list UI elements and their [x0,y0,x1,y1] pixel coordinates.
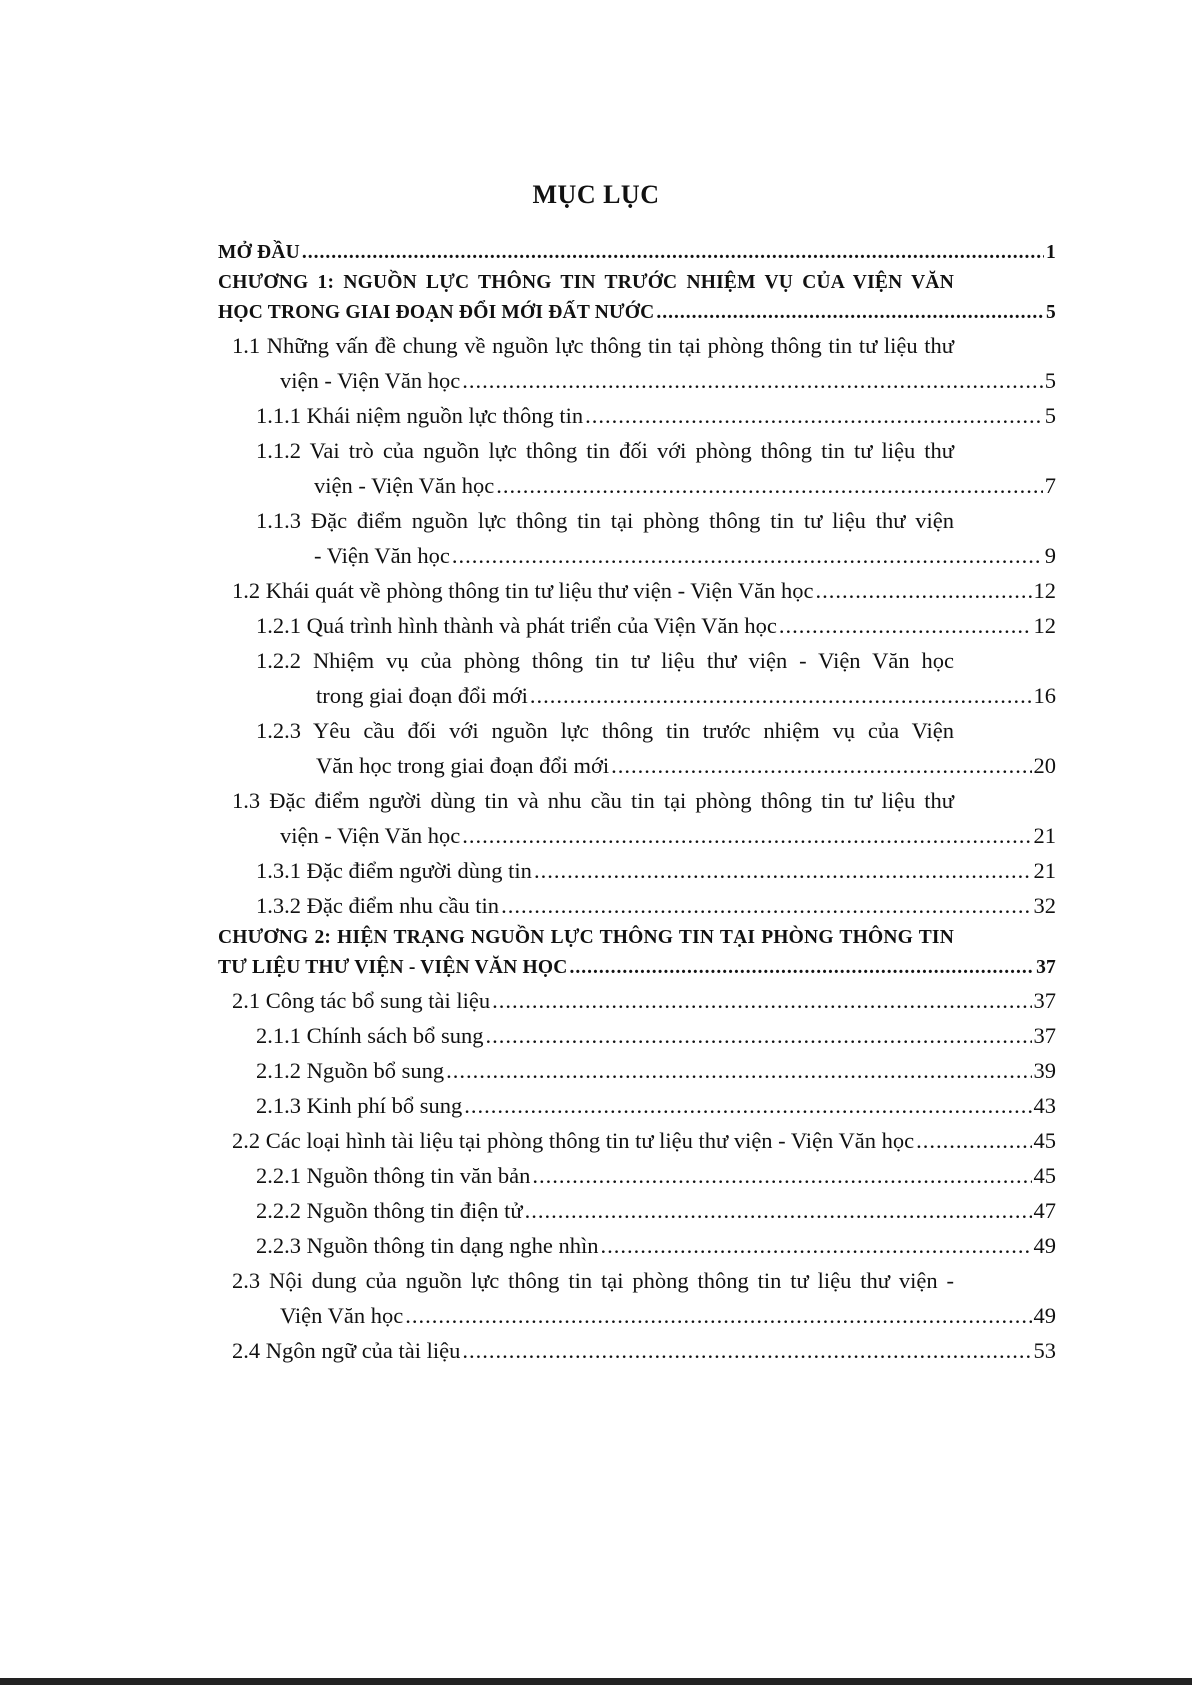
toc-entry-1-3-1[interactable] [234,853,1056,888]
toc-entry-2-1-3[interactable] [234,1088,1056,1123]
toc-entry-2-3-cont [234,1298,1056,1333]
toc-entry-title: CHƯƠNG 2: HIỆN TRẠNG NGUỒN LỰC THÔNG TIN TẠI PHÒNG THÔNG TIN [218,927,954,948]
dot-leader [530,683,1032,709]
toc-entry-title: 2.1.1 Chính sách bổ sung [256,1023,484,1048]
toc-entry-title: 1.3.1 Đặc điểm người dùng tin [256,858,532,883]
toc-entry-1-1[interactable] [234,328,1046,363]
toc-entry-1-3-2[interactable] [234,888,1056,923]
toc-entry-title: 2.2.2 Nguồn thông tin điện tử [256,1198,523,1223]
dot-leader [525,1198,1032,1224]
toc-entry-title: 2.4 Ngôn ngữ của tài liệu [232,1338,461,1363]
toc-page-number: 53 [1033,1338,1056,1363]
toc-entry-1-1-2[interactable] [234,433,1046,468]
toc-entry-2-2[interactable] [232,1123,1056,1158]
toc-entry-2-2-1[interactable] [234,1158,1056,1193]
toc-entry-1-1-2-cont [234,468,1056,503]
dot-leader [600,1233,1031,1259]
toc-entry-title-cont: viện - Viện Văn học [314,473,495,498]
toc-entry-title-cont: Văn học trong giai đoạn đổi mới [316,753,610,778]
toc-entry-title-cont: trong giai đoạn đổi mới [316,683,528,708]
bottom-edge-bar [0,1678,1192,1685]
toc-entry-2-1-2[interactable] [234,1053,1056,1088]
toc-page-number: 37 [1036,957,1056,978]
dot-leader [585,403,1043,429]
toc-page-number: 49 [1033,1233,1056,1258]
dot-leader [486,1023,1032,1049]
dot-leader [611,753,1031,779]
toc-page-number: 39 [1033,1058,1056,1083]
table-of-contents [218,238,1056,1368]
toc-entry-1-2-3[interactable] [234,713,1046,748]
toc-entry-title: 2.1.2 Nguồn bổ sung [256,1058,445,1083]
toc-entry-2-1[interactable] [232,983,1056,1018]
toc-entry-2-2-2[interactable] [234,1193,1056,1228]
toc-entry-title-cont: TƯ LIỆU THƯ VIỆN - VIỆN VĂN HỌC [218,957,568,978]
toc-entry-title: 1.2.2 Nhiệm vụ của phòng thông tin tư liệu thư viện - Viện Văn học [256,648,954,673]
toc-entry-title: 1.2 Khái quát về phòng thông tin tư liệu thư viện - Viện Văn học [232,578,814,603]
toc-page-number: 12 [1033,613,1056,638]
toc-entry-1-1-3[interactable] [234,503,1046,538]
dot-leader [496,473,1042,499]
toc-entry-title-cont: Viện Văn học [280,1303,404,1328]
toc-entry-chapter-2-cont [218,953,1056,983]
toc-page-number: 21 [1033,823,1056,848]
toc-entry-title-cont: viện - Viện Văn học [280,368,461,393]
toc-page-number: 49 [1033,1303,1056,1328]
toc-entry-title: 2.1 Công tác bổ sung tài liệu [232,988,491,1013]
toc-entry-title: 2.3 Nội dung của nguồn lực thông tin tại phòng thông tin tư liệu thư viện - [232,1268,954,1293]
toc-entry-1-1-1[interactable] [234,398,1056,433]
toc-page-number: 47 [1033,1198,1056,1223]
toc-entry-1-3-cont [234,818,1056,853]
toc-page-number: 20 [1033,753,1056,778]
toc-entry-2-1-1[interactable] [234,1018,1056,1053]
toc-page-number: 5 [1046,302,1056,323]
toc-page-number: 12 [1033,578,1056,603]
toc-entry-title: CHƯƠNG 1: NGUỒN LỰC THÔNG TIN TRƯỚC NHIỆM VỤ CỦA VIỆN VĂN [218,272,954,293]
dot-leader [464,1093,1031,1119]
toc-entry-title-cont: HỌC TRONG GIAI ĐOẠN ĐỔI MỚI ĐẤT NƯỚC [218,302,655,323]
dot-leader [501,893,1031,919]
dot-leader [779,613,1032,639]
dot-leader [452,543,1043,569]
toc-entry-chapter-2[interactable] [218,923,1046,953]
toc-entry-title: 1.1.1 Khái niệm nguồn lực thông tin [256,403,584,428]
toc-page-number: 37 [1033,1023,1056,1048]
toc-entry-title: 2.2.3 Nguồn thông tin dạng nghe nhìn [256,1233,599,1258]
toc-page-number: 32 [1033,893,1056,918]
toc-entry-title: 2.2.1 Nguồn thông tin văn bản [256,1163,531,1188]
dot-leader [816,578,1032,604]
toc-page-number: 5 [1044,403,1056,428]
dot-leader [462,368,1042,394]
toc-entry-1-2-1[interactable] [234,608,1056,643]
toc-entry-mo-dau[interactable] [218,238,1056,268]
toc-entry-title: MỞ ĐẦU [218,242,300,263]
toc-page-number: 1 [1046,242,1056,263]
dot-leader [446,1058,1031,1084]
toc-page-number: 16 [1033,683,1056,708]
dot-leader [405,1303,1031,1329]
dot-leader [532,1163,1031,1189]
toc-entry-title-cont: - Viện Văn học [314,543,450,568]
dot-leader [534,858,1032,884]
toc-entry-title: 1.3.2 Đặc điểm nhu cầu tin [256,893,500,918]
toc-entry-1-2-3-cont [234,748,1056,783]
toc-entry-title-cont: viện - Viện Văn học [280,823,461,848]
toc-entry-title: 1.2.3 Yêu cầu đối với nguồn lực thông tin trước nhiệm vụ của Viện [256,718,954,743]
toc-entry-title: 2.1.3 Kinh phí bổ sung [256,1093,463,1118]
page-title: MỤC LỤC [532,180,660,209]
toc-entry-1-2-2[interactable] [234,643,1046,678]
dot-leader [656,302,1044,324]
toc-entry-2-4[interactable] [232,1333,1056,1368]
toc-entry-chapter-1[interactable] [218,268,1046,298]
toc-page-number: 7 [1044,473,1056,498]
toc-entry-1-2-2-cont [234,678,1056,713]
toc-entry-2-2-3[interactable] [234,1228,1056,1263]
toc-page-number: 21 [1033,858,1056,883]
toc-entry-chapter-1-cont [218,298,1056,328]
dot-leader [302,242,1044,264]
dot-leader [916,1128,1031,1154]
toc-entry-2-3[interactable] [234,1263,1046,1298]
dot-leader [462,823,1031,849]
toc-entry-title: 1.3 Đặc điểm người dùng tin và nhu cầu tin tại phòng thông tin tư liệu thư [232,788,954,813]
toc-entry-1-2[interactable] [232,573,1056,608]
toc-entry-title: 2.2 Các loại hình tài liệu tại phòng thông tin tư liệu thư viện - Viện Văn học [232,1128,915,1153]
toc-page-number: 45 [1033,1163,1056,1188]
toc-page-number: 9 [1044,543,1056,568]
toc-entry-1-3[interactable] [234,783,1046,818]
dot-leader [492,988,1031,1014]
toc-page-number: 45 [1033,1128,1056,1153]
toc-entry-title: 1.1 Những vấn đề chung về nguồn lực thông tin tại phòng thông tin tư liệu thư [232,333,954,358]
toc-page-number: 37 [1033,988,1056,1013]
toc-page-number: 5 [1044,368,1056,393]
toc-page-number: 43 [1033,1093,1056,1118]
toc-entry-title: 1.2.1 Quá trình hình thành và phát triển của Viện Văn học [256,613,777,638]
toc-entry-1-1-3-cont [234,538,1056,573]
toc-entry-title: 1.1.2 Vai trò của nguồn lực thông tin đối với phòng thông tin tư liệu thư [256,438,954,463]
dot-leader [570,957,1035,979]
toc-entry-title: 1.1.3 Đặc điểm nguồn lực thông tin tại phòng thông tin tư liệu thư viện [256,508,954,533]
dot-leader [462,1338,1031,1364]
toc-entry-1-1-cont [234,363,1056,398]
